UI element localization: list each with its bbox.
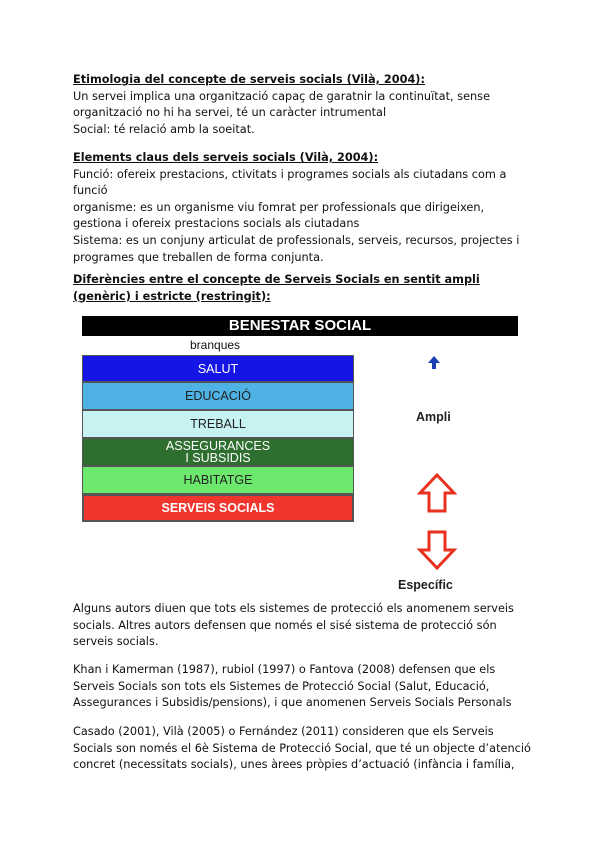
- text-line: Social: té relació amb la soeitat.: [73, 122, 255, 136]
- paragraph-autors: [73, 601, 533, 651]
- label-especific: Específic: [398, 578, 453, 592]
- diagram-banner: BENESTAR SOCIAL: [82, 316, 518, 336]
- bar-assegurances: [82, 438, 354, 466]
- text-line: Sistema: es un conjuny articulat de professionals, serveis, recursos, projectes i: [73, 233, 520, 247]
- bar-salut: SALUT: [82, 355, 354, 382]
- text-line: socials. Altres autors defensen que només el sisé sistema de protecció són: [73, 618, 497, 632]
- bar-treball: TREBALL: [82, 410, 354, 438]
- heading-elements-claus: Elements claus dels serveis socials (Vilà, 2004):: [73, 151, 379, 164]
- text-line: funció: [73, 184, 108, 198]
- bar-educacio: EDUCACIÓ: [82, 382, 354, 410]
- text-line: programes que treballen de forma conjunta.: [73, 250, 324, 264]
- text-line: serveis socials.: [73, 635, 159, 649]
- text-line: concret (necessitats socials), unes àrees pròpies d’actuació (infància i família,: [73, 758, 515, 772]
- paragraph-khan: [73, 662, 533, 712]
- bar-serveis-socials: SERVEIS SOCIALS: [82, 494, 354, 522]
- up-arrow-icon: [417, 473, 457, 513]
- text-line: Casado (2001), Vilà (2005) o Fernández (2011) consideren que els Serveis: [73, 725, 494, 738]
- text-line: organització no hi ha servei, té un caràcter intrumental: [73, 106, 387, 120]
- label-ampli: Ampli: [416, 410, 451, 424]
- text-line: Funció: ofereix prestacions, ctivitats i programes socials als ciutadans com a: [73, 167, 507, 181]
- small-up-arrow-icon: [427, 355, 441, 371]
- section-etimologia: [73, 72, 533, 138]
- bar-habitatge: HABITATGE: [82, 466, 354, 494]
- section-elements-claus: [73, 150, 533, 266]
- heading-etimologia: Etimologia del concepte de serveis socials (Vilà, 2004):: [73, 73, 425, 86]
- section-diferencies: [73, 272, 533, 305]
- bar-assegurances-line1: ASSEGURANCES: [165, 439, 271, 453]
- text-line: Socials son només el 6è Sistema de Protecció Social, que té un objecte d’atenció: [73, 741, 531, 755]
- heading-diferencies-cont: (genèric) i estricte (restringit):: [73, 289, 271, 303]
- heading-diferencies: Diferències entre el concepte de Serveis Socials en sentit ampli: [73, 273, 480, 286]
- text-line: gestiona i ofereix prestacions socials als ciutadans: [73, 217, 360, 231]
- text-line: Un servei implica una organització capaç de garatnir la continuïtat, sense: [73, 89, 491, 103]
- diagram-subtitle: branques: [190, 338, 241, 352]
- text-line: Alguns autors diuen que tots els sistemes de protecció els anomenem serveis: [73, 602, 514, 615]
- paragraph-casado: [73, 724, 533, 774]
- text-line: Serveis Socials son tots els Sistemes de Protecció Social (Salut, Educació,: [73, 679, 490, 693]
- text-line: organisme: es un organisme viu fomrat per professionals que dirigeixen,: [73, 200, 485, 214]
- text-line: Assegurances i Subsidis/pensions), i que anomenen Serveis Socials Personals: [73, 696, 512, 710]
- down-arrow-icon: [417, 530, 457, 570]
- bar-assegurances-line2: I SUBSIDIS: [185, 451, 251, 465]
- text-line: Khan i Kamerman (1987), rubiol (1997) o Fantova (2008) defensen que els: [73, 663, 496, 676]
